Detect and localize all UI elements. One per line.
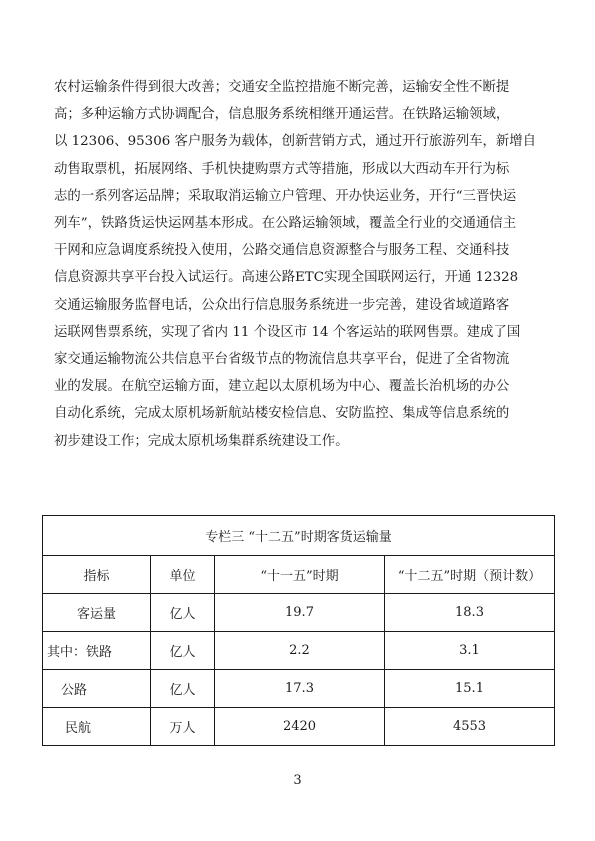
table-caption-row <box>43 516 555 556</box>
row-indicator: 民航 <box>43 708 151 746</box>
row-indicator: 其中：铁路 <box>43 632 151 670</box>
body-paragraph <box>54 74 546 455</box>
row-eleventh: 17.3 <box>215 670 385 708</box>
paragraph-line: 志的一系列客运品牌；采取取消运输立户管理、开办快运业务，开行“三晋快运 <box>54 188 517 204</box>
row-twelfth: 4553 <box>385 708 555 746</box>
table-row <box>43 670 555 708</box>
row-twelfth: 3.1 <box>385 632 555 670</box>
row-unit: 亿人 <box>151 670 215 708</box>
row-eleventh: 2420 <box>215 708 385 746</box>
row-unit: 亿人 <box>151 594 215 632</box>
row-indicator: 公路 <box>43 670 151 708</box>
paragraph-line: 农村运输条件得到很大改善；交通安全监控措施不断完善，运输安全性不断提 <box>54 80 510 95</box>
paragraph-line: 信息资源共享平台投入试运行。高速公路ETC实现全国联网运行，开通 12328 <box>54 270 519 286</box>
header-twelfth-plan: “十二五”时期（预计数） <box>385 556 555 594</box>
header-eleventh-plan: “十一五”时期 <box>215 556 385 594</box>
paragraph-line: 运联网售票系统，实现了省内 11 个设区市 14 个客运站的联网售票。建成了国 <box>54 324 521 340</box>
table-caption: 专栏三 “十二五”时期客货运输量 <box>43 516 555 556</box>
table-row <box>43 632 555 670</box>
page-number: 3 <box>293 773 302 788</box>
row-eleventh: 19.7 <box>215 594 385 632</box>
header-indicator: 指标 <box>43 556 151 594</box>
paragraph-line: 高；多种运输方式协调配合，信息服务系统相继开通运营。在铁路运输领域， <box>54 107 510 123</box>
row-unit: 亿人 <box>151 632 215 670</box>
transport-volume-table <box>42 515 555 746</box>
paragraph-line: 列车”，铁路货运快运网基本形成。在公路运输领域，覆盖全行业的交通通信主 <box>54 216 517 232</box>
row-indicator: 客运量 <box>43 594 151 632</box>
paragraph-line: 交通运输服务监督电话，公众出行信息服务系统进一步完善，建设省域道路客 <box>54 297 510 313</box>
paragraph-line: 干网和应急调度系统投入使用，公路交通信息资源整合与服务工程、交通科技 <box>54 243 510 259</box>
paragraph-line: 动售取票机，拓展网络、手机快捷购票方式等措施，形成以大西动车开行为标 <box>54 161 510 177</box>
row-eleventh: 2.2 <box>215 632 385 670</box>
paragraph-line: 初步建设工作；完成太原机场集群系统建设工作。 <box>54 433 349 449</box>
header-unit: 单位 <box>151 556 215 594</box>
table-header-row <box>43 556 555 594</box>
paragraph-line: 以 12306、95306 客户服务为载体，创新营销方式，通过开行旅游列车，新增自 <box>54 134 537 150</box>
row-unit: 万人 <box>151 708 215 746</box>
paragraph-line: 家交通运输物流公共信息平台省级节点的物流信息共享平台，促进了全省物流 <box>54 352 510 368</box>
table-row <box>43 594 555 632</box>
table-row <box>43 708 555 746</box>
row-twelfth: 15.1 <box>385 670 555 708</box>
paragraph-line: 自动化系统，完成太原机场新航站楼安检信息、安防监控、集成等信息系统的 <box>54 406 510 422</box>
row-twelfth: 18.3 <box>385 594 555 632</box>
paragraph-line: 业的发展。在航空运输方面，建立起以太原机场为中心、覆盖长治机场的办公 <box>54 379 510 395</box>
